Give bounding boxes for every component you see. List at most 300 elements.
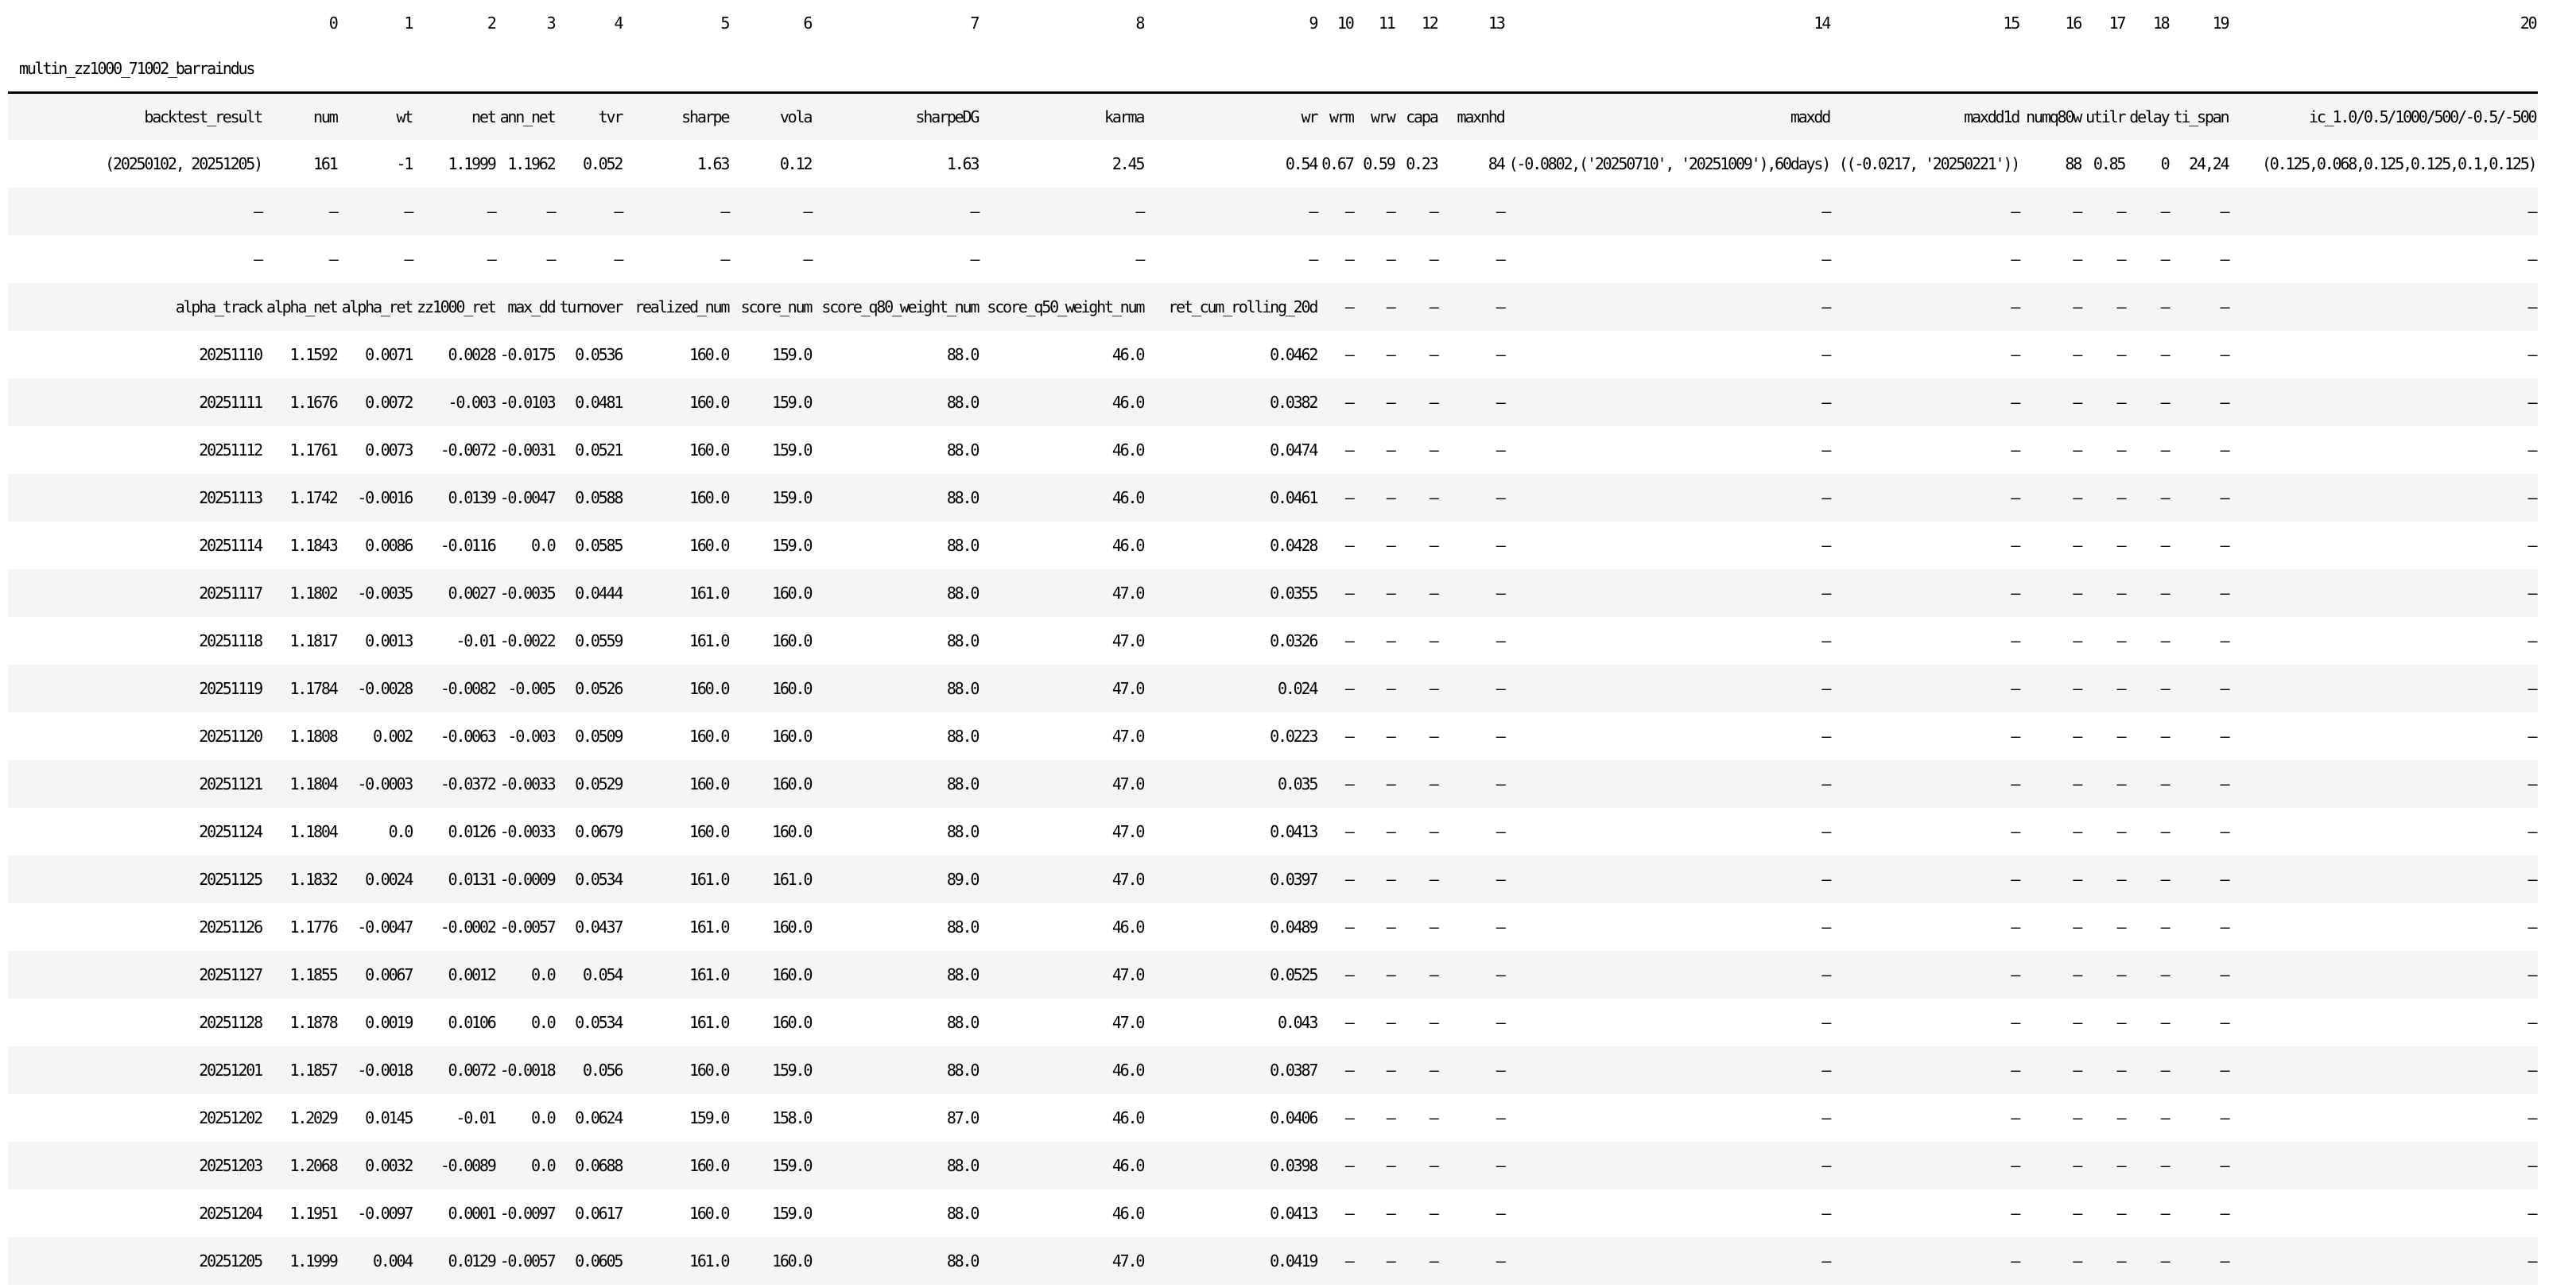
table-cell: — xyxy=(1440,617,1507,665)
table-row xyxy=(8,1189,2538,1237)
table-cell: — xyxy=(2171,903,2231,951)
table-cell: — xyxy=(1832,474,2021,522)
table-row xyxy=(8,235,2538,283)
table-cell: — xyxy=(2230,235,2538,283)
table-cell: 88.0 xyxy=(813,951,980,999)
table-cell: -0.0035 xyxy=(498,569,557,617)
table-cell: — xyxy=(2230,1142,2538,1189)
table-cell: 160.0 xyxy=(731,903,813,951)
table-cell: — xyxy=(2171,1142,2231,1189)
table-cell: 160.0 xyxy=(731,808,813,855)
table-cell: — xyxy=(1356,808,1397,855)
table-cell: -0.0047 xyxy=(339,903,415,951)
index-name-spacer xyxy=(1146,46,1319,92)
table-cell: — xyxy=(1440,951,1507,999)
table-cell: — xyxy=(1356,951,1397,999)
table-cell: 88.0 xyxy=(813,426,980,474)
table-cell: — xyxy=(2083,331,2127,378)
table-cell: — xyxy=(1356,903,1397,951)
table-cell: -0.0009 xyxy=(498,855,557,903)
table-cell: — xyxy=(2171,808,2231,855)
table-row xyxy=(8,1046,2538,1094)
table-cell: 0.0534 xyxy=(557,855,624,903)
table-cell: — xyxy=(2230,331,2538,378)
table-cell: 1.1742 xyxy=(264,474,339,522)
table-cell: — xyxy=(2230,1189,2538,1237)
table-cell: 1.1832 xyxy=(264,855,339,903)
table-cell: 0.054 xyxy=(557,951,624,999)
table-cell: — xyxy=(2083,760,2127,808)
table-cell: net xyxy=(414,92,497,140)
table-cell: — xyxy=(1440,569,1507,617)
table-cell: — xyxy=(1832,1189,2021,1237)
table-cell: — xyxy=(2083,1046,2127,1094)
index-name-spacer xyxy=(731,46,813,92)
table-cell: — xyxy=(1356,1237,1397,1285)
table-cell: — xyxy=(2021,712,2083,760)
table-cell: — xyxy=(1832,951,2021,999)
table-cell: 47.0 xyxy=(980,999,1146,1046)
row-index-label: 20251119 xyxy=(8,665,264,712)
table-cell: — xyxy=(1319,760,1355,808)
table-cell: — xyxy=(731,235,813,283)
table-cell: — xyxy=(1397,665,1440,712)
table-row xyxy=(8,712,2538,760)
index-name-spacer xyxy=(2127,46,2171,92)
table-cell: 0.0106 xyxy=(414,999,497,1046)
column-header: 0 xyxy=(328,14,337,33)
table-cell: 0.0086 xyxy=(339,522,415,569)
table-cell: — xyxy=(2127,331,2171,378)
table-cell: — xyxy=(2021,1094,2083,1142)
table-cell: — xyxy=(1832,378,2021,426)
table-cell: — xyxy=(1146,188,1319,235)
table-cell: — xyxy=(1356,855,1397,903)
table-cell: — xyxy=(2171,1046,2231,1094)
table-cell: 1.63 xyxy=(624,140,731,188)
table-cell: — xyxy=(1397,999,1440,1046)
table-cell: — xyxy=(1440,855,1507,903)
table-cell: — xyxy=(2127,569,2171,617)
table-cell: ((-0.0217, '20250221')) xyxy=(1832,140,2021,188)
table-cell: — xyxy=(2021,426,2083,474)
table-cell: 0.0489 xyxy=(1146,903,1319,951)
table-cell: — xyxy=(2171,999,2231,1046)
table-cell: 160.0 xyxy=(624,378,731,426)
table-cell: — xyxy=(1356,712,1397,760)
table-cell: 160.0 xyxy=(624,1189,731,1237)
table-cell: — xyxy=(1507,569,1832,617)
table-cell: — xyxy=(2083,808,2127,855)
index-name-spacer xyxy=(1832,46,2021,92)
table-cell: — xyxy=(1440,1237,1507,1285)
table-cell: — xyxy=(1397,1094,1440,1142)
table-cell: — xyxy=(2083,1237,2127,1285)
table-cell: maxdd xyxy=(1507,92,1832,140)
index-name-spacer xyxy=(557,46,624,92)
table-cell: 0.0688 xyxy=(557,1142,624,1189)
table-cell: — xyxy=(2171,760,2231,808)
table-cell: — xyxy=(1440,522,1507,569)
table-row xyxy=(8,1142,2538,1189)
table-cell: — xyxy=(2230,188,2538,235)
table-cell: — xyxy=(2127,1237,2171,1285)
table-cell: — xyxy=(2021,808,2083,855)
table-cell: — xyxy=(1507,665,1832,712)
table-cell: — xyxy=(2127,712,2171,760)
table-cell: — xyxy=(1397,617,1440,665)
column-index-row xyxy=(8,0,2538,46)
table-cell: 0.0521 xyxy=(557,426,624,474)
table-cell: 0.0012 xyxy=(414,951,497,999)
column-header: 15 xyxy=(2003,14,2019,33)
table-cell: 0.0413 xyxy=(1146,1189,1319,1237)
table-cell: -0.0028 xyxy=(339,665,415,712)
table-cell: — xyxy=(1319,283,1355,331)
index-name-spacer xyxy=(2021,46,2083,92)
table-cell: 0.0461 xyxy=(1146,474,1319,522)
table-cell: 88.0 xyxy=(813,522,980,569)
table-cell: -1 xyxy=(339,140,415,188)
table-cell: 161.0 xyxy=(624,951,731,999)
table-cell: — xyxy=(1832,331,2021,378)
table-cell: — xyxy=(2171,951,2231,999)
table-cell: — xyxy=(2230,665,2538,712)
table-cell: 1.1951 xyxy=(264,1189,339,1237)
table-cell: — xyxy=(1440,378,1507,426)
table-cell: 46.0 xyxy=(980,1094,1146,1142)
table-cell: — xyxy=(1356,760,1397,808)
table-cell: — xyxy=(2171,1094,2231,1142)
table-cell: — xyxy=(2083,855,2127,903)
table-cell: ann_net xyxy=(498,92,557,140)
table-cell: 0.043 xyxy=(1146,999,1319,1046)
table-row xyxy=(8,378,2538,426)
table-cell: 159.0 xyxy=(624,1094,731,1142)
table-cell: — xyxy=(2230,522,2538,569)
table-cell: 0.0072 xyxy=(339,378,415,426)
table-cell: 1.1817 xyxy=(264,617,339,665)
table-cell: — xyxy=(1319,1094,1355,1142)
table-cell: -0.0047 xyxy=(498,474,557,522)
table-cell: — xyxy=(1440,1046,1507,1094)
table-cell: 0.0534 xyxy=(557,999,624,1046)
table-cell: 46.0 xyxy=(980,903,1146,951)
table-cell: — xyxy=(2127,426,2171,474)
table-cell: — xyxy=(1440,474,1507,522)
table-cell: -0.0002 xyxy=(414,903,497,951)
table-cell: — xyxy=(414,235,497,283)
table-cell: 24,24 xyxy=(2171,140,2231,188)
table-cell: 1.1855 xyxy=(264,951,339,999)
table-cell: karma xyxy=(980,92,1146,140)
table-cell: — xyxy=(1507,808,1832,855)
table-cell: — xyxy=(1832,188,2021,235)
row-index-label: 20251125 xyxy=(8,855,264,903)
table-cell: -0.0063 xyxy=(414,712,497,760)
table-cell: 158.0 xyxy=(731,1094,813,1142)
column-header: 17 xyxy=(2109,14,2125,33)
table-cell: — xyxy=(1356,617,1397,665)
table-cell: — xyxy=(2171,855,2231,903)
table-cell: — xyxy=(2021,378,2083,426)
table-cell: 88.0 xyxy=(813,1237,980,1285)
table-cell: — xyxy=(980,188,1146,235)
table-cell: — xyxy=(2230,951,2538,999)
table-cell: — xyxy=(1319,1046,1355,1094)
table-cell: 0.0526 xyxy=(557,665,624,712)
row-index-label: 20251204 xyxy=(8,1189,264,1237)
table-row xyxy=(8,283,2538,331)
table-cell: 0.0679 xyxy=(557,808,624,855)
table-cell: 0.0355 xyxy=(1146,569,1319,617)
table-cell: 0.0525 xyxy=(1146,951,1319,999)
table-cell: 0.0413 xyxy=(1146,808,1319,855)
table-cell: — xyxy=(1440,808,1507,855)
row-index-label: 20251201 xyxy=(8,1046,264,1094)
table-cell: — xyxy=(2083,665,2127,712)
table-cell: turnover xyxy=(557,283,624,331)
table-cell: 0.0028 xyxy=(414,331,497,378)
table-cell: 160.0 xyxy=(624,808,731,855)
table-cell: -0.0018 xyxy=(498,1046,557,1094)
table-cell: — xyxy=(2021,283,2083,331)
table-cell: — xyxy=(2230,903,2538,951)
table-cell: 1.1804 xyxy=(264,808,339,855)
table-cell: — xyxy=(2083,617,2127,665)
row-index-label: 20251127 xyxy=(8,951,264,999)
table-cell: 1.1802 xyxy=(264,569,339,617)
table-cell: -0.0372 xyxy=(414,760,497,808)
table-cell: — xyxy=(1319,331,1355,378)
index-name-spacer xyxy=(498,46,557,92)
table-cell: 0.0509 xyxy=(557,712,624,760)
table-cell: — xyxy=(1397,760,1440,808)
table-cell: — xyxy=(1356,283,1397,331)
table-cell: — xyxy=(1397,331,1440,378)
table-cell: — xyxy=(2171,712,2231,760)
table-cell: — xyxy=(1319,903,1355,951)
table-cell: — xyxy=(2021,951,2083,999)
table-cell: 1.2068 xyxy=(264,1142,339,1189)
table-cell: — xyxy=(1832,522,2021,569)
table-cell: — xyxy=(1440,426,1507,474)
table-cell: — xyxy=(2083,474,2127,522)
table-row xyxy=(8,855,2538,903)
column-header: 2 xyxy=(487,14,495,33)
table-cell: -0.01 xyxy=(414,617,497,665)
table-cell: 160.0 xyxy=(624,1046,731,1094)
table-row xyxy=(8,617,2538,665)
table-cell: — xyxy=(264,235,339,283)
row-index-label: 20251121 xyxy=(8,760,264,808)
table-cell: 46.0 xyxy=(980,1046,1146,1094)
table-cell: 0.0013 xyxy=(339,617,415,665)
table-cell: — xyxy=(1507,1189,1832,1237)
table-cell: 160.0 xyxy=(731,1237,813,1285)
table-cell: maxnhd xyxy=(1440,92,1507,140)
index-name: multin_zz1000_71002_barraindus xyxy=(8,46,264,92)
table-cell: -0.0057 xyxy=(498,1237,557,1285)
table-cell: — xyxy=(2083,235,2127,283)
index-name-spacer xyxy=(1440,46,1507,92)
table-cell: — xyxy=(2230,569,2538,617)
table-cell: 47.0 xyxy=(980,569,1146,617)
table-cell: 0.59 xyxy=(1356,140,1397,188)
row-index-label: — xyxy=(8,235,264,283)
table-row xyxy=(8,760,2538,808)
table-cell: — xyxy=(1397,712,1440,760)
table-cell: — xyxy=(2127,665,2171,712)
row-index-label: 20251114 xyxy=(8,522,264,569)
column-header: 3 xyxy=(546,14,555,33)
table-cell: 0.0 xyxy=(498,1142,557,1189)
table-cell: -0.0033 xyxy=(498,760,557,808)
table-cell: sharpeDG xyxy=(813,92,980,140)
table-cell: — xyxy=(2083,712,2127,760)
table-cell: 161.0 xyxy=(624,1237,731,1285)
table-cell: -0.0003 xyxy=(339,760,415,808)
table-cell: 0.0428 xyxy=(1146,522,1319,569)
table-cell: — xyxy=(2127,283,2171,331)
table-cell: 1.2029 xyxy=(264,1094,339,1142)
column-header: 20 xyxy=(2520,14,2536,33)
table-cell: — xyxy=(2127,855,2171,903)
table-cell: — xyxy=(557,235,624,283)
table-cell: 0.0559 xyxy=(557,617,624,665)
row-index-label: alpha_track xyxy=(8,283,264,331)
table-cell: — xyxy=(1832,283,2021,331)
table-body xyxy=(8,92,2538,1285)
table-cell: 0.056 xyxy=(557,1046,624,1094)
table-cell: — xyxy=(2021,1189,2083,1237)
table-cell: — xyxy=(1356,235,1397,283)
column-header: 11 xyxy=(1378,14,1395,33)
table-cell: — xyxy=(2021,522,2083,569)
row-index-label: — xyxy=(8,188,264,235)
table-cell: 0.0019 xyxy=(339,999,415,1046)
table-cell: 89.0 xyxy=(813,855,980,903)
table-cell: 0.0387 xyxy=(1146,1046,1319,1094)
table-cell: — xyxy=(339,188,415,235)
table-cell: — xyxy=(1319,1142,1355,1189)
index-name-spacer xyxy=(1397,46,1440,92)
table-cell: — xyxy=(1507,331,1832,378)
table-cell: 1.1857 xyxy=(264,1046,339,1094)
column-header: 9 xyxy=(1309,14,1317,33)
table-cell: — xyxy=(1507,235,1832,283)
table-row xyxy=(8,999,2538,1046)
row-index-label: (20250102, 20251205) xyxy=(8,140,264,188)
table-cell: — xyxy=(1319,378,1355,426)
table-cell: 0.0139 xyxy=(414,474,497,522)
table-cell: — xyxy=(414,188,497,235)
table-cell: — xyxy=(2127,808,2171,855)
table-cell: 1.1804 xyxy=(264,760,339,808)
table-cell: — xyxy=(2127,760,2171,808)
index-name-row xyxy=(8,46,2538,92)
table-cell: — xyxy=(1440,665,1507,712)
table-cell: — xyxy=(2083,522,2127,569)
table-cell: 88.0 xyxy=(813,712,980,760)
table-cell: — xyxy=(1356,522,1397,569)
row-index-label: 20251202 xyxy=(8,1094,264,1142)
column-header: 14 xyxy=(1814,14,1830,33)
table-cell: 159.0 xyxy=(731,426,813,474)
row-index-label: 20251113 xyxy=(8,474,264,522)
table-row xyxy=(8,92,2538,140)
column-header: 12 xyxy=(1421,14,1437,33)
table-cell: 0.0398 xyxy=(1146,1142,1319,1189)
table-cell: — xyxy=(1319,808,1355,855)
row-index-label: backtest_result xyxy=(8,92,264,140)
column-header: 4 xyxy=(614,14,623,33)
table-cell: — xyxy=(2083,426,2127,474)
table-cell: -0.0035 xyxy=(339,569,415,617)
table-cell: -0.0082 xyxy=(414,665,497,712)
index-name-spacer xyxy=(2171,46,2231,92)
table-cell: 2.45 xyxy=(980,140,1146,188)
table-cell: 159.0 xyxy=(731,378,813,426)
table-cell: 160.0 xyxy=(731,951,813,999)
table-cell: — xyxy=(1832,855,2021,903)
table-cell: — xyxy=(2127,474,2171,522)
table-cell: 0.0 xyxy=(498,522,557,569)
table-cell: — xyxy=(1319,999,1355,1046)
table-cell: — xyxy=(2230,617,2538,665)
table-row xyxy=(8,1094,2538,1142)
table-cell: — xyxy=(1356,1094,1397,1142)
row-index-label: 20251110 xyxy=(8,331,264,378)
table-cell: — xyxy=(2021,1237,2083,1285)
table-cell: 0.0529 xyxy=(557,760,624,808)
table-cell: 1.1843 xyxy=(264,522,339,569)
table-cell: — xyxy=(2083,999,2127,1046)
table-cell: numq80w xyxy=(2021,92,2083,140)
table-cell: 0.23 xyxy=(1397,140,1440,188)
table-cell: zz1000_ret xyxy=(414,283,497,331)
table-cell: wrw xyxy=(1356,92,1397,140)
table-row xyxy=(8,1237,2538,1285)
table-cell: 1.1999 xyxy=(264,1237,339,1285)
table-cell: 1.1808 xyxy=(264,712,339,760)
table-cell: — xyxy=(2083,188,2127,235)
table-cell: — xyxy=(1319,665,1355,712)
column-header: 5 xyxy=(720,14,729,33)
table-cell: — xyxy=(1440,903,1507,951)
table-cell: — xyxy=(2171,1237,2231,1285)
table-cell: — xyxy=(1319,712,1355,760)
table-cell: delay xyxy=(2127,92,2171,140)
table-cell: 0.0462 xyxy=(1146,331,1319,378)
index-name-spacer xyxy=(980,46,1146,92)
column-header: 1 xyxy=(404,14,413,33)
table-cell: — xyxy=(1356,1046,1397,1094)
row-index-label: 20251205 xyxy=(8,1237,264,1285)
table-cell: 161.0 xyxy=(624,855,731,903)
table-row xyxy=(8,903,2538,951)
table-cell: 0.0024 xyxy=(339,855,415,903)
table-cell: 160.0 xyxy=(731,569,813,617)
table-header xyxy=(8,0,2538,92)
table-cell: 0.67 xyxy=(1319,140,1355,188)
table-cell: — xyxy=(1440,1189,1507,1237)
table-cell: 88.0 xyxy=(813,903,980,951)
index-name-spacer xyxy=(1356,46,1397,92)
table-cell: — xyxy=(1507,378,1832,426)
table-cell: — xyxy=(1356,331,1397,378)
table-cell: — xyxy=(813,235,980,283)
